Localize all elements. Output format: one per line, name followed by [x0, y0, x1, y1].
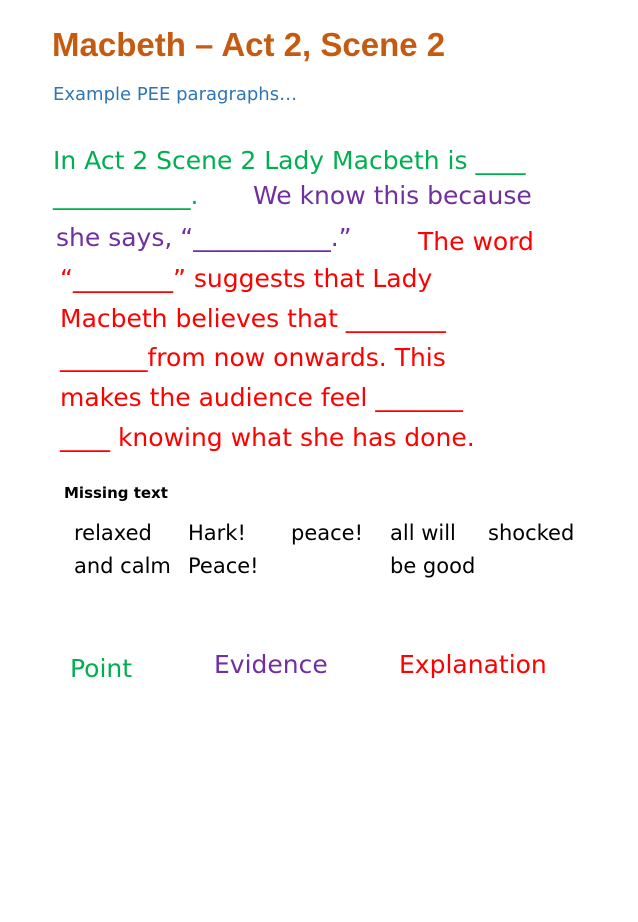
explanation-text-line-5: makes the audience feel _______: [60, 383, 463, 412]
point-text-line-1: In Act 2 Scene 2 Lady Macbeth is ____: [53, 146, 526, 175]
key-evidence: Evidence: [214, 650, 328, 679]
page-title: Macbeth – Act 2, Scene 2: [52, 26, 446, 63]
evidence-text-line-2: she says, “___________.”: [56, 223, 352, 252]
evidence-text-line-1: We know this because: [253, 181, 532, 210]
option-shocked: shocked: [488, 521, 575, 545]
page-subtitle: Example PEE paragraphs…: [53, 84, 298, 105]
key-explanation: Explanation: [399, 650, 547, 679]
explanation-text-line-1: The word: [418, 227, 534, 256]
option-relaxed-and-calm: relaxed and calm: [74, 521, 171, 578]
option-all-will-be-good: all will be good: [390, 521, 476, 578]
explanation-text-line-4: _______from now onwards. This: [60, 343, 446, 372]
explanation-text-line-2: “________” suggests that Lady: [60, 264, 433, 293]
point-text-line-2: ___________.: [53, 181, 199, 210]
key-point: Point: [70, 654, 133, 683]
option-hark-peace: Hark! Peace!: [188, 521, 259, 578]
missing-text-label: Missing text: [64, 484, 168, 502]
explanation-text-line-3: Macbeth believes that ________: [60, 304, 446, 333]
explanation-text-line-6: ____ knowing what she has done.: [60, 423, 475, 452]
option-peace: peace!: [291, 521, 364, 545]
